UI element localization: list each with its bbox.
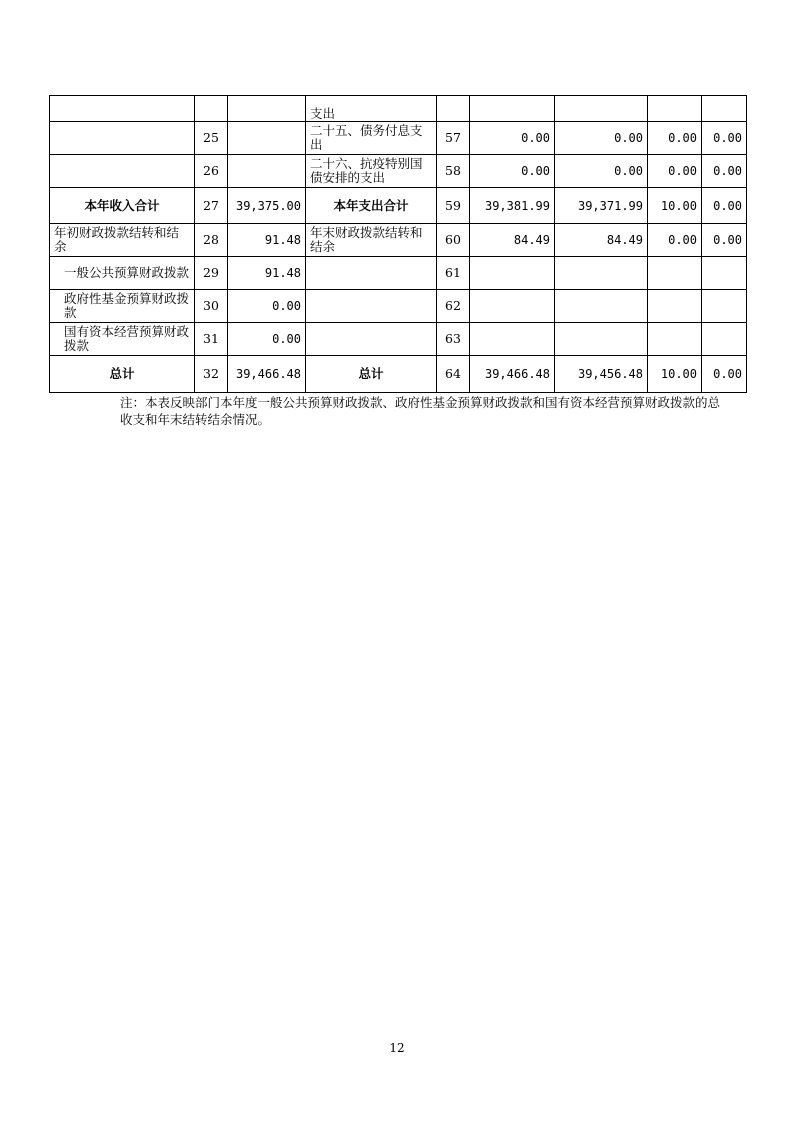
income-line-no: 31 bbox=[195, 323, 228, 356]
expense-state-capital: 0.00 bbox=[702, 122, 747, 155]
income-item: 国有资本经营预算财政拨款 bbox=[50, 323, 195, 356]
expense-line-no: 60 bbox=[437, 224, 470, 257]
expense-gov-fund: 0.00 bbox=[648, 155, 702, 188]
expense-state-capital bbox=[702, 290, 747, 323]
income-amount bbox=[228, 155, 306, 188]
page-number: 12 bbox=[389, 1041, 405, 1055]
expense-item bbox=[306, 323, 437, 356]
expense-state-capital: 0.00 bbox=[702, 356, 747, 393]
table-row bbox=[50, 122, 747, 155]
table-row bbox=[50, 188, 747, 224]
income-item: 政府性基金预算财政拨款 bbox=[50, 290, 195, 323]
income-line-no: 30 bbox=[195, 290, 228, 323]
table-row bbox=[50, 290, 747, 323]
expense-gov-fund bbox=[648, 257, 702, 290]
expense-gov-fund bbox=[648, 96, 702, 122]
income-amount bbox=[228, 122, 306, 155]
income-line-no: 27 bbox=[195, 188, 228, 224]
income-item: 一般公共预算财政拨款 bbox=[50, 257, 195, 290]
income-line-no: 29 bbox=[195, 257, 228, 290]
expense-gov-fund: 10.00 bbox=[648, 188, 702, 224]
expense-item bbox=[306, 257, 437, 290]
income-line-no: 32 bbox=[195, 356, 228, 393]
income-amount: 91.48 bbox=[228, 257, 306, 290]
expense-state-capital bbox=[702, 257, 747, 290]
income-amount: 0.00 bbox=[228, 323, 306, 356]
income-line-no bbox=[195, 96, 228, 122]
expense-total: 39,381.99 bbox=[470, 188, 555, 224]
expense-grand-total-label: 总计 bbox=[306, 356, 437, 393]
budget-table bbox=[49, 95, 747, 393]
expense-line-no: 58 bbox=[437, 155, 470, 188]
expense-total bbox=[470, 290, 555, 323]
expense-gov-fund: 0.00 bbox=[648, 224, 702, 257]
expense-total: 84.49 bbox=[470, 224, 555, 257]
expense-line-no: 63 bbox=[437, 323, 470, 356]
income-total-label: 本年收入合计 bbox=[50, 188, 195, 224]
expense-gov-fund: 10.00 bbox=[648, 356, 702, 393]
expense-line-no: 57 bbox=[437, 122, 470, 155]
expense-state-capital bbox=[702, 96, 747, 122]
income-amount: 91.48 bbox=[228, 224, 306, 257]
expense-total: 39,466.48 bbox=[470, 356, 555, 393]
income-item: 年初财政拨款结转和结余 bbox=[50, 224, 195, 257]
table-row bbox=[50, 257, 747, 290]
expense-item: 二十五、债务付息支出 bbox=[306, 122, 437, 155]
expense-general-budget: 0.00 bbox=[555, 155, 648, 188]
expense-general-budget: 39,456.48 bbox=[555, 356, 648, 393]
expense-item: 二十六、抗疫特别国债安排的支出 bbox=[306, 155, 437, 188]
expense-total-label: 本年支出合计 bbox=[306, 188, 437, 224]
expense-state-capital: 0.00 bbox=[702, 224, 747, 257]
expense-line-no: 64 bbox=[437, 356, 470, 393]
expense-general-budget: 0.00 bbox=[555, 122, 648, 155]
expense-line-no: 59 bbox=[437, 188, 470, 224]
expense-general-budget bbox=[555, 323, 648, 356]
expense-total: 0.00 bbox=[470, 155, 555, 188]
expense-state-capital: 0.00 bbox=[702, 188, 747, 224]
expense-total bbox=[470, 96, 555, 122]
income-amount: 39,375.00 bbox=[228, 188, 306, 224]
expense-item: 支出 bbox=[306, 96, 437, 122]
income-line-no: 25 bbox=[195, 122, 228, 155]
table-row bbox=[50, 155, 747, 188]
table-row bbox=[50, 96, 747, 122]
income-amount: 39,466.48 bbox=[228, 356, 306, 393]
expense-gov-fund bbox=[648, 290, 702, 323]
table-row bbox=[50, 323, 747, 356]
expense-item: 年末财政拨款结转和结余 bbox=[306, 224, 437, 257]
expense-state-capital bbox=[702, 323, 747, 356]
table-footnote: 注：本表反映部门本年度一般公共预算财政拨款、政府性基金预算财政拨款和国有资本经营预算财政拨款的总收支和年末结转结余情况。 bbox=[120, 395, 721, 427]
income-item bbox=[50, 122, 195, 155]
income-line-no: 28 bbox=[195, 224, 228, 257]
expense-general-budget: 39,371.99 bbox=[555, 188, 648, 224]
table-row bbox=[50, 356, 747, 393]
expense-total: 0.00 bbox=[470, 122, 555, 155]
income-amount: 0.00 bbox=[228, 290, 306, 323]
income-grand-total-label: 总计 bbox=[50, 356, 195, 393]
table-row bbox=[50, 224, 747, 257]
expense-line-no bbox=[437, 96, 470, 122]
expense-general-budget bbox=[555, 257, 648, 290]
expense-gov-fund: 0.00 bbox=[648, 122, 702, 155]
expense-line-no: 61 bbox=[437, 257, 470, 290]
expense-total bbox=[470, 257, 555, 290]
expense-state-capital: 0.00 bbox=[702, 155, 747, 188]
expense-total bbox=[470, 323, 555, 356]
expense-line-no: 62 bbox=[437, 290, 470, 323]
income-amount bbox=[228, 96, 306, 122]
expense-gov-fund bbox=[648, 323, 702, 356]
income-item bbox=[50, 96, 195, 122]
income-item bbox=[50, 155, 195, 188]
expense-item bbox=[306, 290, 437, 323]
expense-general-budget bbox=[555, 290, 648, 323]
expense-general-budget bbox=[555, 96, 648, 122]
expense-general-budget: 84.49 bbox=[555, 224, 648, 257]
income-line-no: 26 bbox=[195, 155, 228, 188]
